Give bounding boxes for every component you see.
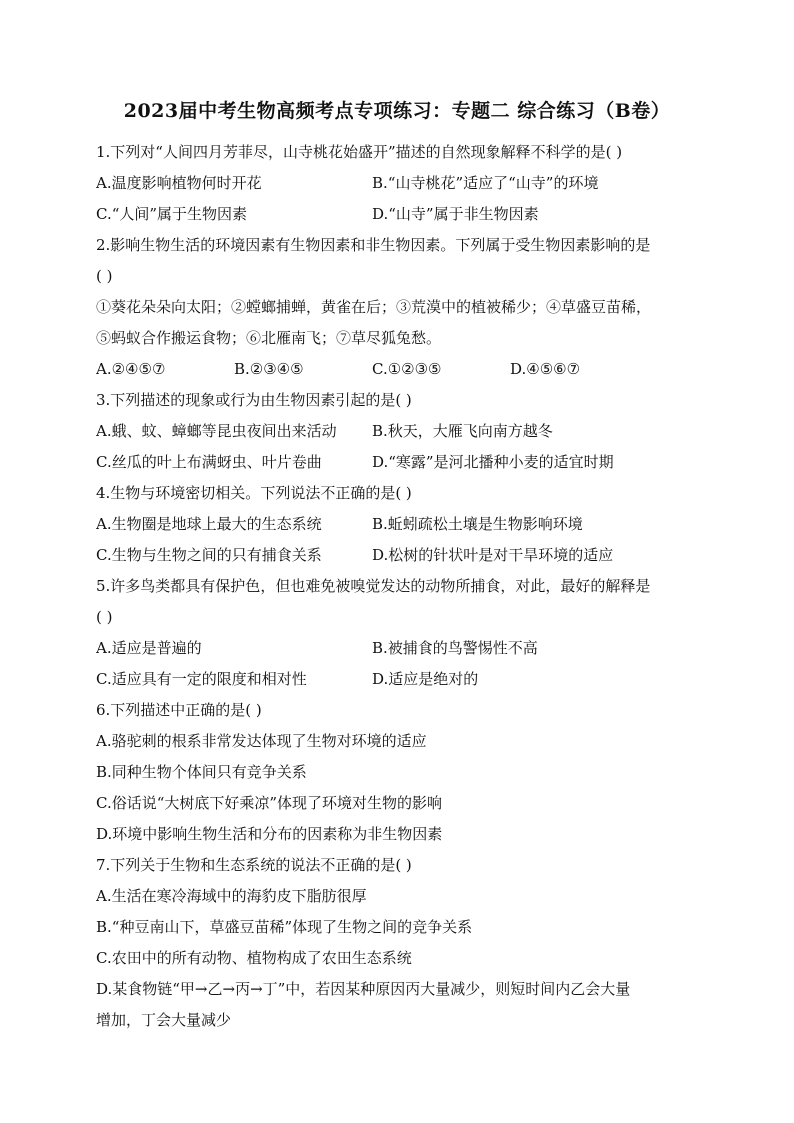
page-title: 2023届中考生物高频考点专项练习：专题二 综合练习（B卷） bbox=[123, 100, 671, 122]
question-3-options-row-2 bbox=[96, 447, 696, 478]
question-1-options-row-2 bbox=[96, 199, 696, 230]
question-5-option-b: B.被捕食的鸟警惕性不高 bbox=[372, 639, 538, 657]
question-4-stem: 4.生物与环境密切相关。下列说法不正确的是( ) bbox=[96, 484, 412, 502]
question-7-option-c: C.农田中的所有动物、植物构成了农田生态系统 bbox=[96, 949, 412, 967]
question-2-option-d: D.④⑤⑥⑦ bbox=[510, 360, 581, 378]
question-2-option-b: B.②③④⑤ bbox=[234, 360, 304, 378]
question-5-option-c: C.适应具有一定的限度和相对性 bbox=[96, 670, 307, 688]
question-5-stem-cont: ( ) bbox=[96, 608, 113, 626]
question-5-options-row-2 bbox=[96, 664, 696, 695]
question-2-option-c: C.①②③⑤ bbox=[372, 360, 442, 378]
question-6-option-a: A.骆驼刺的根系非常发达体现了生物对环境的适应 bbox=[96, 732, 427, 750]
question-2-options-row bbox=[96, 354, 696, 385]
question-7-stem: 7.下列关于生物和生态系统的说法不正确的是( ) bbox=[96, 856, 412, 874]
question-3-option-c: C.丝瓜的叶上布满蚜虫、叶片卷曲 bbox=[96, 453, 322, 471]
question-7-option-a: A.生活在寒冷海域中的海豹皮下脂肪很厚 bbox=[96, 887, 367, 905]
question-6-option-b: B.同种生物个体间只有竞争关系 bbox=[96, 763, 307, 781]
question-5-options-row-1 bbox=[96, 633, 696, 664]
question-5-stem: 5.许多鸟类都具有保护色，但也难免被嗅觉发达的动物所捕食，对此，最好的解释是 bbox=[96, 577, 651, 595]
question-2-stem: 2.影响生物生活的环境因素有生物因素和非生物因素。下列属于受生物因素影响的是 bbox=[96, 236, 651, 254]
question-4-options-row-2 bbox=[96, 540, 696, 571]
question-list bbox=[96, 137, 696, 1036]
question-3-option-a: A.蛾、蚊、蟑螂等昆虫夜间出来活动 bbox=[96, 422, 337, 440]
question-4-option-b: B.蚯蚓疏松土壤是生物影响环境 bbox=[372, 515, 583, 533]
question-6-option-d: D.环境中影响生物生活和分布的因素称为非生物因素 bbox=[96, 825, 443, 843]
question-7-option-d: D.某食物链“甲→乙→丙→丁”中，若因某种原因丙大量减少，则短时间内乙会大量 bbox=[96, 980, 631, 998]
question-4-option-a: A.生物圈是地球上最大的生态系统 bbox=[96, 515, 322, 533]
question-1-option-b: B.“山寺桃花”适应了“山寺”的环境 bbox=[372, 174, 599, 192]
question-3-option-d: D.“寒露”是河北播种小麦的适宜时期 bbox=[372, 453, 614, 471]
question-6-stem: 6.下列描述中正确的是( ) bbox=[96, 701, 262, 719]
question-1-option-a: A.温度影响植物何时开花 bbox=[96, 174, 262, 192]
question-4-options-row-1 bbox=[96, 509, 696, 540]
question-7-option-b: B.“种豆南山下，草盛豆苗稀”体现了生物之间的竞争关系 bbox=[96, 918, 473, 936]
question-1-stem: 1.下列对“人间四月芳菲尽，山寺桃花始盛开”描述的自然现象解释不科学的是( ) bbox=[96, 143, 623, 161]
question-4-option-d: D.松树的针状叶是对干旱环境的适应 bbox=[372, 546, 614, 564]
question-3-options-row-1 bbox=[96, 416, 696, 447]
question-2-option-a: A.②④⑤⑦ bbox=[96, 360, 166, 378]
question-1-option-c: C.“人间”属于生物因素 bbox=[96, 205, 248, 223]
question-4-option-c: C.生物与生物之间的只有捕食关系 bbox=[96, 546, 322, 564]
question-7-option-d-cont: 增加，丁会大量减少 bbox=[96, 1011, 232, 1029]
question-1-option-d: D.“山寺”属于非生物因素 bbox=[372, 205, 539, 223]
question-5-option-a: A.适应是普遍的 bbox=[96, 639, 202, 657]
question-6-option-c: C.俗话说“大树底下好乘凉”体现了环境对生物的影响 bbox=[96, 794, 443, 812]
question-3-option-b: B.秋天，大雁飞向南方越冬 bbox=[372, 422, 553, 440]
question-3-stem: 3.下列描述的现象或行为由生物因素引起的是( ) bbox=[96, 391, 412, 409]
question-2-items-1: ①葵花朵朵向太阳；②螳螂捕蝉，黄雀在后；③荒漠中的植被稀少；④草盛豆苗稀， bbox=[96, 298, 652, 316]
question-2-stem-cont: ( ) bbox=[96, 267, 113, 285]
question-5-option-d: D.适应是绝对的 bbox=[372, 670, 479, 688]
question-1-options-row-1 bbox=[96, 168, 696, 199]
question-2-items-2: ⑤蚂蚁合作搬运食物；⑥北雁南飞；⑦草尽狐兔愁。 bbox=[96, 329, 442, 347]
